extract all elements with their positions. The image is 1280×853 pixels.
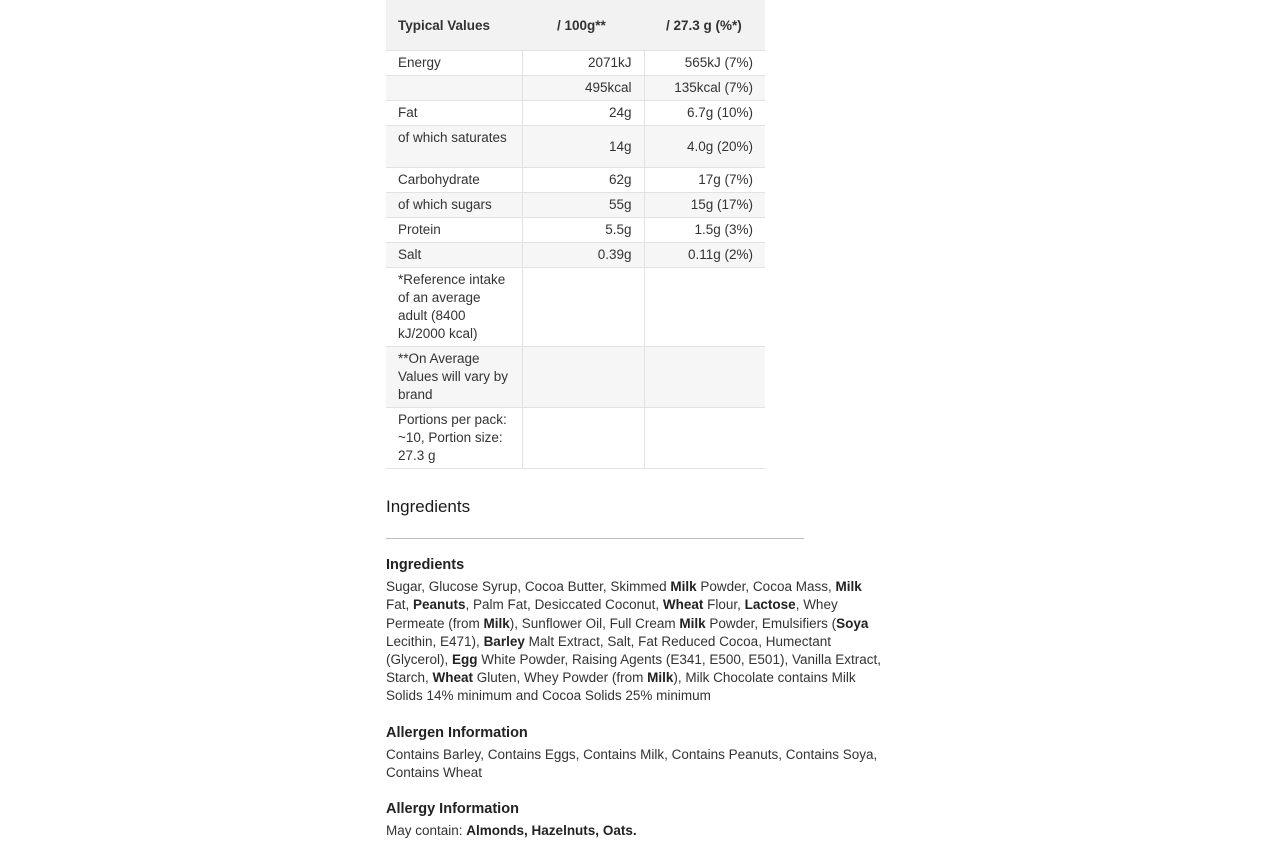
table-row <box>386 168 765 193</box>
allergy-items: Almonds, Hazelnuts, Oats. <box>466 823 637 839</box>
row-label: Energy <box>386 51 522 76</box>
table-row <box>386 101 765 126</box>
row-label: Salt <box>386 243 522 268</box>
row-portion: 565kJ (7%) <box>644 51 765 76</box>
ingredients-block <box>386 556 886 706</box>
row-label: Protein <box>386 218 522 243</box>
row-label <box>386 76 522 101</box>
table-row <box>386 408 765 469</box>
allergen-word: Barley <box>483 633 525 649</box>
table-row <box>386 347 765 408</box>
row-per100 <box>522 268 644 347</box>
header-per-100g: / 100g** <box>522 0 644 51</box>
header-typical-values: Typical Values <box>386 0 522 51</box>
row-portion: 17g (7%) <box>644 168 765 193</box>
allergen-text: Contains Barley, Contains Eggs, Contains Milk, Contains Peanuts, Contains Soya, Contains Wheat <box>386 747 878 781</box>
ingredients-fragment: Flour, <box>703 597 745 613</box>
ingredients-fragment: Powder, Emulsifiers ( <box>705 615 837 631</box>
row-per100: 24g <box>522 101 644 126</box>
row-per100: 5.5g <box>522 218 644 243</box>
row-portion <box>644 408 765 469</box>
row-label: Carbohydrate <box>386 168 522 193</box>
row-portion <box>644 347 765 408</box>
row-label: *Reference intake of an average adult (8400 kJ/2000 kcal) <box>386 268 522 347</box>
row-per100 <box>522 408 644 469</box>
table-row <box>386 193 765 218</box>
row-portion: 0.11g (2%) <box>644 243 765 268</box>
nutrition-table <box>386 0 765 469</box>
ingredients-fragment: Sugar, Glucose Syrup, Cocoa Butter, Skimmed <box>386 579 671 595</box>
ingredients-heading: Ingredients <box>386 557 465 573</box>
ingredients-fragment: ), Milk Chocolate contains Milk Solids 14% minimum and Cocoa Solids 25% minimum <box>386 670 856 704</box>
allergen-word: Milk <box>679 615 706 631</box>
allergy-block <box>386 800 886 840</box>
row-per100: 55g <box>522 193 644 218</box>
ingredients-fragment: Gluten, Whey Powder (from <box>473 670 648 686</box>
row-label: **On Average Values will vary by brand <box>386 347 522 408</box>
ingredients-text <box>386 578 886 705</box>
allergy-prefix: May contain: <box>386 823 467 839</box>
allergen-word: Egg <box>452 652 478 668</box>
ingredients-fragment: , Whey Permeate (from <box>386 597 838 631</box>
row-label: of which saturates <box>386 126 522 168</box>
row-per100: 0.39g <box>522 243 644 268</box>
ingredients-fragment: Malt Extract, Salt, Fat Reduced Cocoa, Humectant (Glycerol), <box>386 633 831 668</box>
ingredients-fragment: , Palm Fat, Desiccated Coconut, <box>465 597 663 613</box>
allergen-word: Milk <box>483 615 510 631</box>
ingredients-fragment: Fat, <box>386 597 414 613</box>
table-row <box>386 51 765 76</box>
allergen-word: Soya <box>836 615 869 631</box>
row-portion <box>644 268 765 347</box>
header-per-portion: / 27.3 g (%*) <box>644 0 765 51</box>
row-per100: 14g <box>522 126 644 168</box>
row-portion: 6.7g (10%) <box>644 101 765 126</box>
ingredients-fragment: ), Sunflower Oil, Full Cream <box>509 615 680 631</box>
allergy-heading: Allergy Information <box>386 801 519 817</box>
row-portion: 15g (17%) <box>644 193 765 218</box>
ingredients-section-title: Ingredients <box>386 497 471 516</box>
allergen-word: Milk <box>835 579 862 595</box>
allergen-block <box>386 724 886 783</box>
row-per100: 62g <box>522 168 644 193</box>
allergen-word: Milk <box>670 579 697 595</box>
table-row <box>386 218 765 243</box>
row-portion: 4.0g (20%) <box>644 126 765 168</box>
row-per100: 2071kJ <box>522 51 644 76</box>
ingredients-fragment: Powder, Cocoa Mass, <box>696 579 836 595</box>
allergen-heading: Allergen Information <box>386 725 528 741</box>
allergen-word: Wheat <box>662 597 704 613</box>
table-row <box>386 76 765 101</box>
allergen-word: Milk <box>647 670 674 686</box>
allergen-word: Wheat <box>432 670 474 686</box>
row-label: Fat <box>386 101 522 126</box>
ingredients-fragment: White Powder, Raising Agents (E341, E500, E501), Vanilla Extract, Starch, <box>386 652 881 686</box>
nutrition-header-row <box>386 0 765 51</box>
allergen-word: Peanuts <box>413 597 466 613</box>
row-label: Portions per pack: ~10, Portion size: 27.3 g <box>386 408 522 469</box>
table-row <box>386 268 765 347</box>
ingredients-fragment: Lecithin, E471), <box>386 633 484 649</box>
row-per100: 495kcal <box>522 76 644 101</box>
table-row <box>386 126 765 168</box>
allergen-word: Lactose <box>744 597 796 613</box>
row-label: of which sugars <box>386 193 522 218</box>
table-row <box>386 243 765 268</box>
row-portion: 135kcal (7%) <box>644 76 765 101</box>
allergy-text <box>386 822 886 840</box>
row-per100 <box>522 347 644 408</box>
row-portion: 1.5g (3%) <box>644 218 765 243</box>
section-divider <box>386 538 804 539</box>
product-info <box>386 0 886 839</box>
